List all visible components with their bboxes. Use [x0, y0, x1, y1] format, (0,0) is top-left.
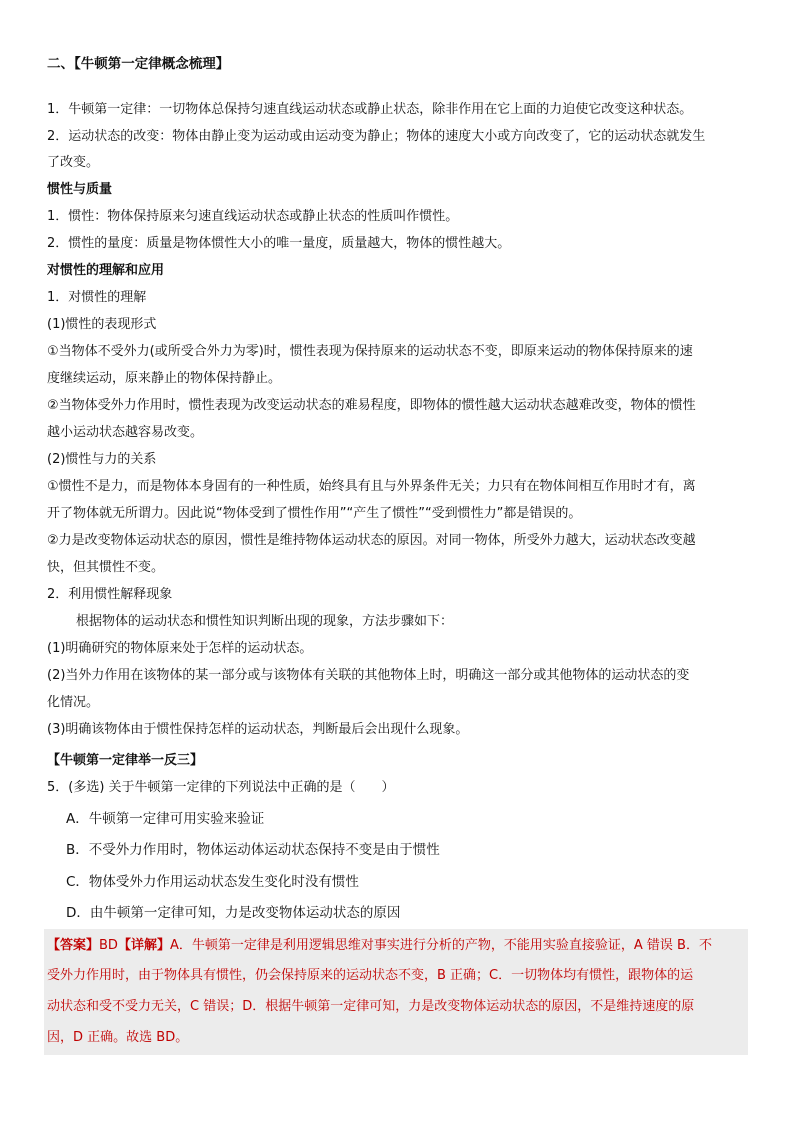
answer-detail-line-1: A．牛顿第一定律是利用逻辑思维对事实进行分析的产物，不能用实验直接验证，A 错误 B．不: [169, 938, 712, 953]
inertia-force-heading: (2)惯性与力的关系: [47, 452, 157, 467]
understanding-heading: 对惯性的理解和应用: [47, 263, 165, 278]
manifestation-1-line1: ①当物体不受外力(或所受合外力为零)时，惯性表现为保持原来的运动状态不变，即原来运动的物体保持原来的速: [47, 344, 693, 359]
concept-paragraph-2-line2: 了改变。: [47, 155, 100, 170]
explain-step-2-line2: 化情况。: [47, 695, 100, 710]
option-a: A．牛顿第一定律可用实验来验证: [66, 811, 265, 827]
practice-heading: 【牛顿第一定律举一反三】: [47, 753, 204, 768]
answer-line-1: [47, 937, 712, 954]
inertia-mass-heading: 惯性与质量: [47, 182, 113, 197]
answer-detail-line-4: 因，D 正确。故选 BD。: [47, 1030, 189, 1045]
inertia-definition: 1．惯性：物体保持原来匀速直线运动状态或静止状态的性质叫作惯性。: [47, 209, 459, 224]
section-title: 二、【牛顿第一定律概念梳理】: [47, 56, 230, 72]
explain-step-1: (1)明确研究的物体原来处于怎样的运动状态。: [47, 641, 313, 656]
understanding-subheading-1: 1．对惯性的理解: [47, 290, 147, 305]
manifestation-1-line2: 度继续运动，原来静止的物体保持静止。: [47, 371, 282, 386]
explain-step-2-line1: (2)当外力作用在该物体的某一部分或与该物体有关联的其他物体上时，明确这一部分或其他物体的运动状态的变: [47, 668, 690, 683]
explain-step-3: (3)明确该物体由于惯性保持怎样的运动状态，判断最后会出现什么现象。: [47, 722, 469, 737]
manifestation-heading: (1)惯性的表现形式: [47, 317, 157, 332]
answer-detail-line-3: 动状态和受不受力无关，C 错误；D．根据牛顿第一定律可知，力是改变物体运动状态的原因，不是维持速度的原: [47, 999, 695, 1014]
option-c: C．物体受外力作用运动状态发生变化时没有惯性: [66, 874, 359, 890]
detail-tag: 【详解】: [117, 938, 170, 953]
answer-value: BD: [99, 938, 118, 953]
inertia-force-1-line1: ①惯性不是力，而是物体本身固有的一种性质，始终具有且与外界条件无关；力只有在物体间相互作用时才有，离: [47, 479, 696, 494]
option-d: D．由牛顿第一定律可知，力是改变物体运动状态的原因: [66, 905, 401, 921]
question-stem: 5．(多选) 关于牛顿第一定律的下列说法中正确的是（ ）: [47, 780, 395, 795]
understanding-subheading-2: 2．利用惯性解释现象: [47, 587, 173, 602]
explain-intro: 根据物体的运动状态和惯性知识判断出现的现象，方法步骤如下：: [76, 614, 454, 629]
answer-detail-line-2: 受外力作用时，由于物体具有惯性，仍会保持原来的运动状态不变，B 正确；C．一切物体均有惯性，跟物体的运: [47, 968, 694, 983]
inertia-force-2-line2: 快，但其惯性不变。: [47, 560, 165, 575]
concept-paragraph-2-line1: 2．运动状态的改变：物体由静止变为运动或由运动变为静止；物体的速度大小或方向改变了，它的运动状态就发生: [47, 129, 706, 144]
inertia-force-2-line1: ②力是改变物体运动状态的原因，惯性是维持物体运动状态的原因。对同一物体，所受外力越大，运动状态改变越: [47, 533, 696, 548]
answer-tag: 【答案】: [47, 938, 100, 953]
manifestation-2-line2: 越小运动状态越容易改变。: [47, 425, 204, 440]
option-b: B．不受外力作用时，物体运动体运动状态保持不变是由于惯性: [66, 842, 440, 858]
manifestation-2-line1: ②当物体受外力作用时，惯性表现为改变运动状态的难易程度，即物体的惯性越大运动状态越难改变，物体的惯性: [47, 398, 696, 413]
inertia-force-1-line2: 开了物体就无所谓力。因此说“物体受到了惯性作用”“产生了惯性”“受到惯性力”都是错误的。: [47, 506, 582, 521]
concept-paragraph-1: 1．牛顿第一定律：一切物体总保持匀速直线运动状态或静止状态，除非作用在它上面的力迫使它改变这种状态。: [47, 102, 693, 117]
inertia-measure: 2．惯性的量度：质量是物体惯性大小的唯一量度，质量越大，物体的惯性越大。: [47, 236, 511, 251]
